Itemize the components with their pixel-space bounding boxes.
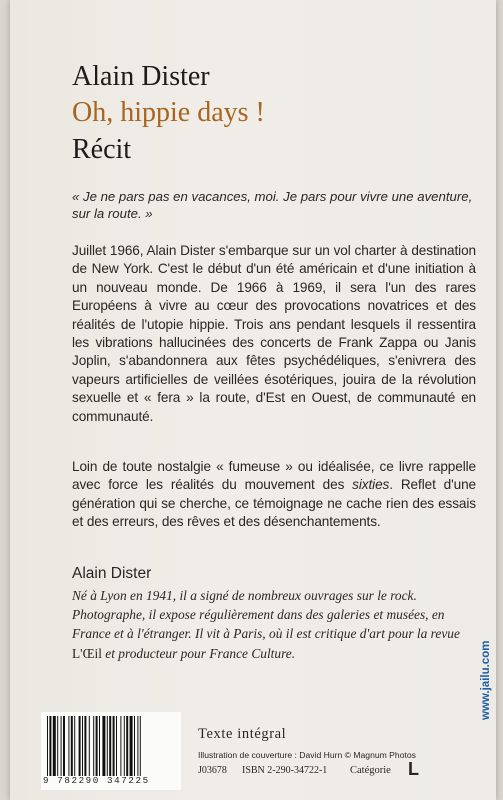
author-bio — [72, 586, 476, 663]
barcode-icon — [47, 716, 175, 776]
author-name: Alain Dister — [72, 61, 210, 92]
barcode-panel — [41, 712, 181, 790]
isbn-number: ISBN 2-290-34722-1 — [242, 765, 328, 776]
summary-paragraph-2 — [72, 458, 476, 532]
epigraph-quote: « Je ne pars pas en vacances, moi. Je pars pour vivre une aventure, sur la route. » — [72, 189, 473, 221]
category-letter: L — [408, 759, 419, 779]
bio-author-name: Alain Dister — [72, 565, 152, 582]
category-label: Catégorie — [350, 765, 391, 776]
book-title: Oh, hippie days ! — [72, 97, 265, 128]
summary-paragraph-1: Juillet 1966, Alain Dister s'embarque sur un vol charter à destination de New York. C'est le début d'un été américain et d'une initiation à un nouveau monde. De 1966 à 1969, il sera l'un des rares Européens à vivre au cœur des provocations novatrices et des réalités de l'utopie hippie. Trois ans pendant lesquels il ressentira les vibrations hallucinées des concerts de Frank Zappa ou Janis Joplin, s'abandonnera aux fêtes psychédéliques, s'enivrera des vapeurs artificielles de veillées ésotériques, jouira de la révolution sexuelle et « fera » la route, d'Est en Ouest, de communauté en communauté. — [72, 243, 476, 424]
barcode-digits: 9 782290 347225 — [43, 775, 150, 786]
back-cover — [10, 0, 496, 800]
cover-credit: Illustration de couverture : David Hurn © Magnum Photos — [198, 750, 416, 760]
paragraph-2-end: . Reflet d'une génération qui se cherche, ce témoignage ne cache rien des essais et des erreurs, des rêves et des désenchantements. — [72, 477, 476, 530]
bio-text-end: et producteur pour France Culture. — [101, 645, 296, 661]
paragraph-2-start: Loin de toute nostalgie « fumeuse » ou idéalisée, ce livre rappelle avec force les réalités du mouvement des — [72, 459, 476, 493]
texte-integral-label: Texte intégral — [198, 726, 287, 742]
genre-label: Récit — [72, 134, 132, 165]
paragraph-2-emphasis: sixties — [352, 477, 390, 493]
bio-magazine-name: L'Œil — [72, 645, 102, 661]
product-code: J03678 — [198, 765, 227, 776]
bio-text-start: Né à Lyon en 1941, il a signé de nombreux ouvrages sur le rock. Photographe, il expose régulièrement dans des galeries et musées, en France et à l'étranger. Il vit à Paris, où il est critique d'art pour la revue — [72, 588, 460, 642]
publisher-website: www.jailu.com — [480, 640, 492, 720]
